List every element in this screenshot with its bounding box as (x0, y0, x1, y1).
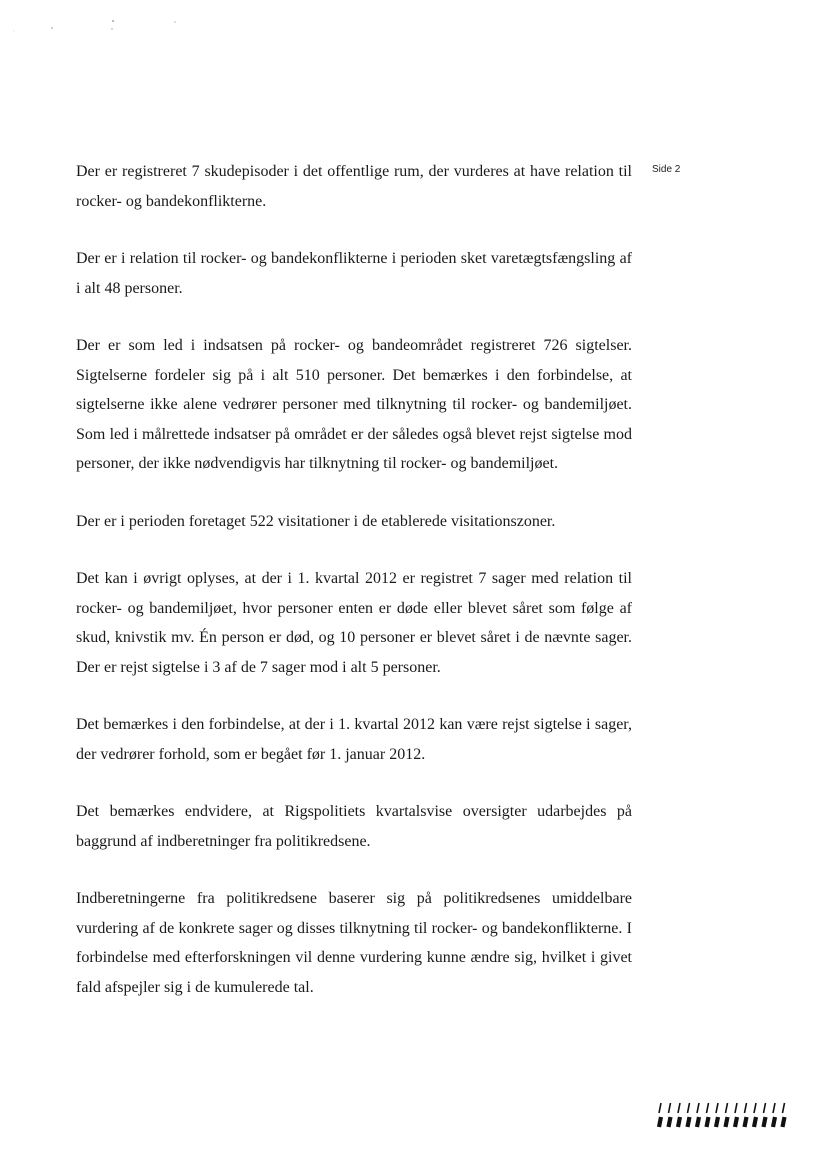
paragraph-charges: Der er som led i indsatsen på rocker- og bandeområdet registreret 726 sigtelser. Sigtelserne fordeler sig på i alt 510 personer. Det bemærkes i den forbindelse, at sigtelserne ikke alene vedrører personer med tilknytning til rocker- og bandemiljøet. Som led i målrettede indsatser på området er der således også blevet rejst sigtelse mod personer, der ikke nødvendigvis har tilknytning til rocker- og bandemiljøet. (76, 337, 632, 472)
barcode-icon (655, 1101, 790, 1129)
page-number: Side 2 (652, 164, 681, 175)
paragraph-searches: Der er i perioden foretaget 522 visitationer i de etablerede visitationszoner. (76, 512, 556, 530)
paragraph-quarterly-overviews: Det bemærkes endvidere, at Rigspolitiets kvartalsvise oversigter udarbejdes på baggrund af indberetninger fra politikredsene. (76, 803, 632, 850)
paragraph-custody: Der er i relation til rocker- og bandekonflikterne i perioden sket varetægtsfængsling af i alt 48 personer. (76, 250, 632, 297)
paragraph-shooting-incidents: Der er registreret 7 skudepisoder i det offentlige rum, der vurderes at have relation til rocker- og bandekonflikterne. (76, 163, 632, 210)
paragraph-cases: Det kan i øvrigt oplyses, at der i 1. kvartal 2012 er registret 7 sager med relation til rocker- og bandemiljøet, hvor personer enten er døde eller blevet såret som følge af skud, knivstik mv. Én person er død, og 10 personer er blevet såret i de nævnte sager. Der er rejst sigtelse i 3 af de 7 sager mod i alt 5 personer. (76, 570, 632, 676)
paragraph-assessments: Indberetningerne fra politikredsene baserer sig på politikredsenes umiddelbare vurdering af de konkrete sager og disses tilknytning til rocker- og bandekonflikterne. I forbindelse med efterforskningen vil denne vurdering kunne ændre sig, hvilket i givet fald afspejler sig i de kumulerede tal. (76, 890, 632, 996)
body-text (76, 157, 632, 1030)
paragraph-prior-charges: Det bemærkes i den forbindelse, at der i 1. kvartal 2012 kan være rejst sigtelse i sager, der vedrører forhold, som er begået før 1. januar 2012. (76, 716, 632, 763)
scan-specks (0, 0, 826, 60)
